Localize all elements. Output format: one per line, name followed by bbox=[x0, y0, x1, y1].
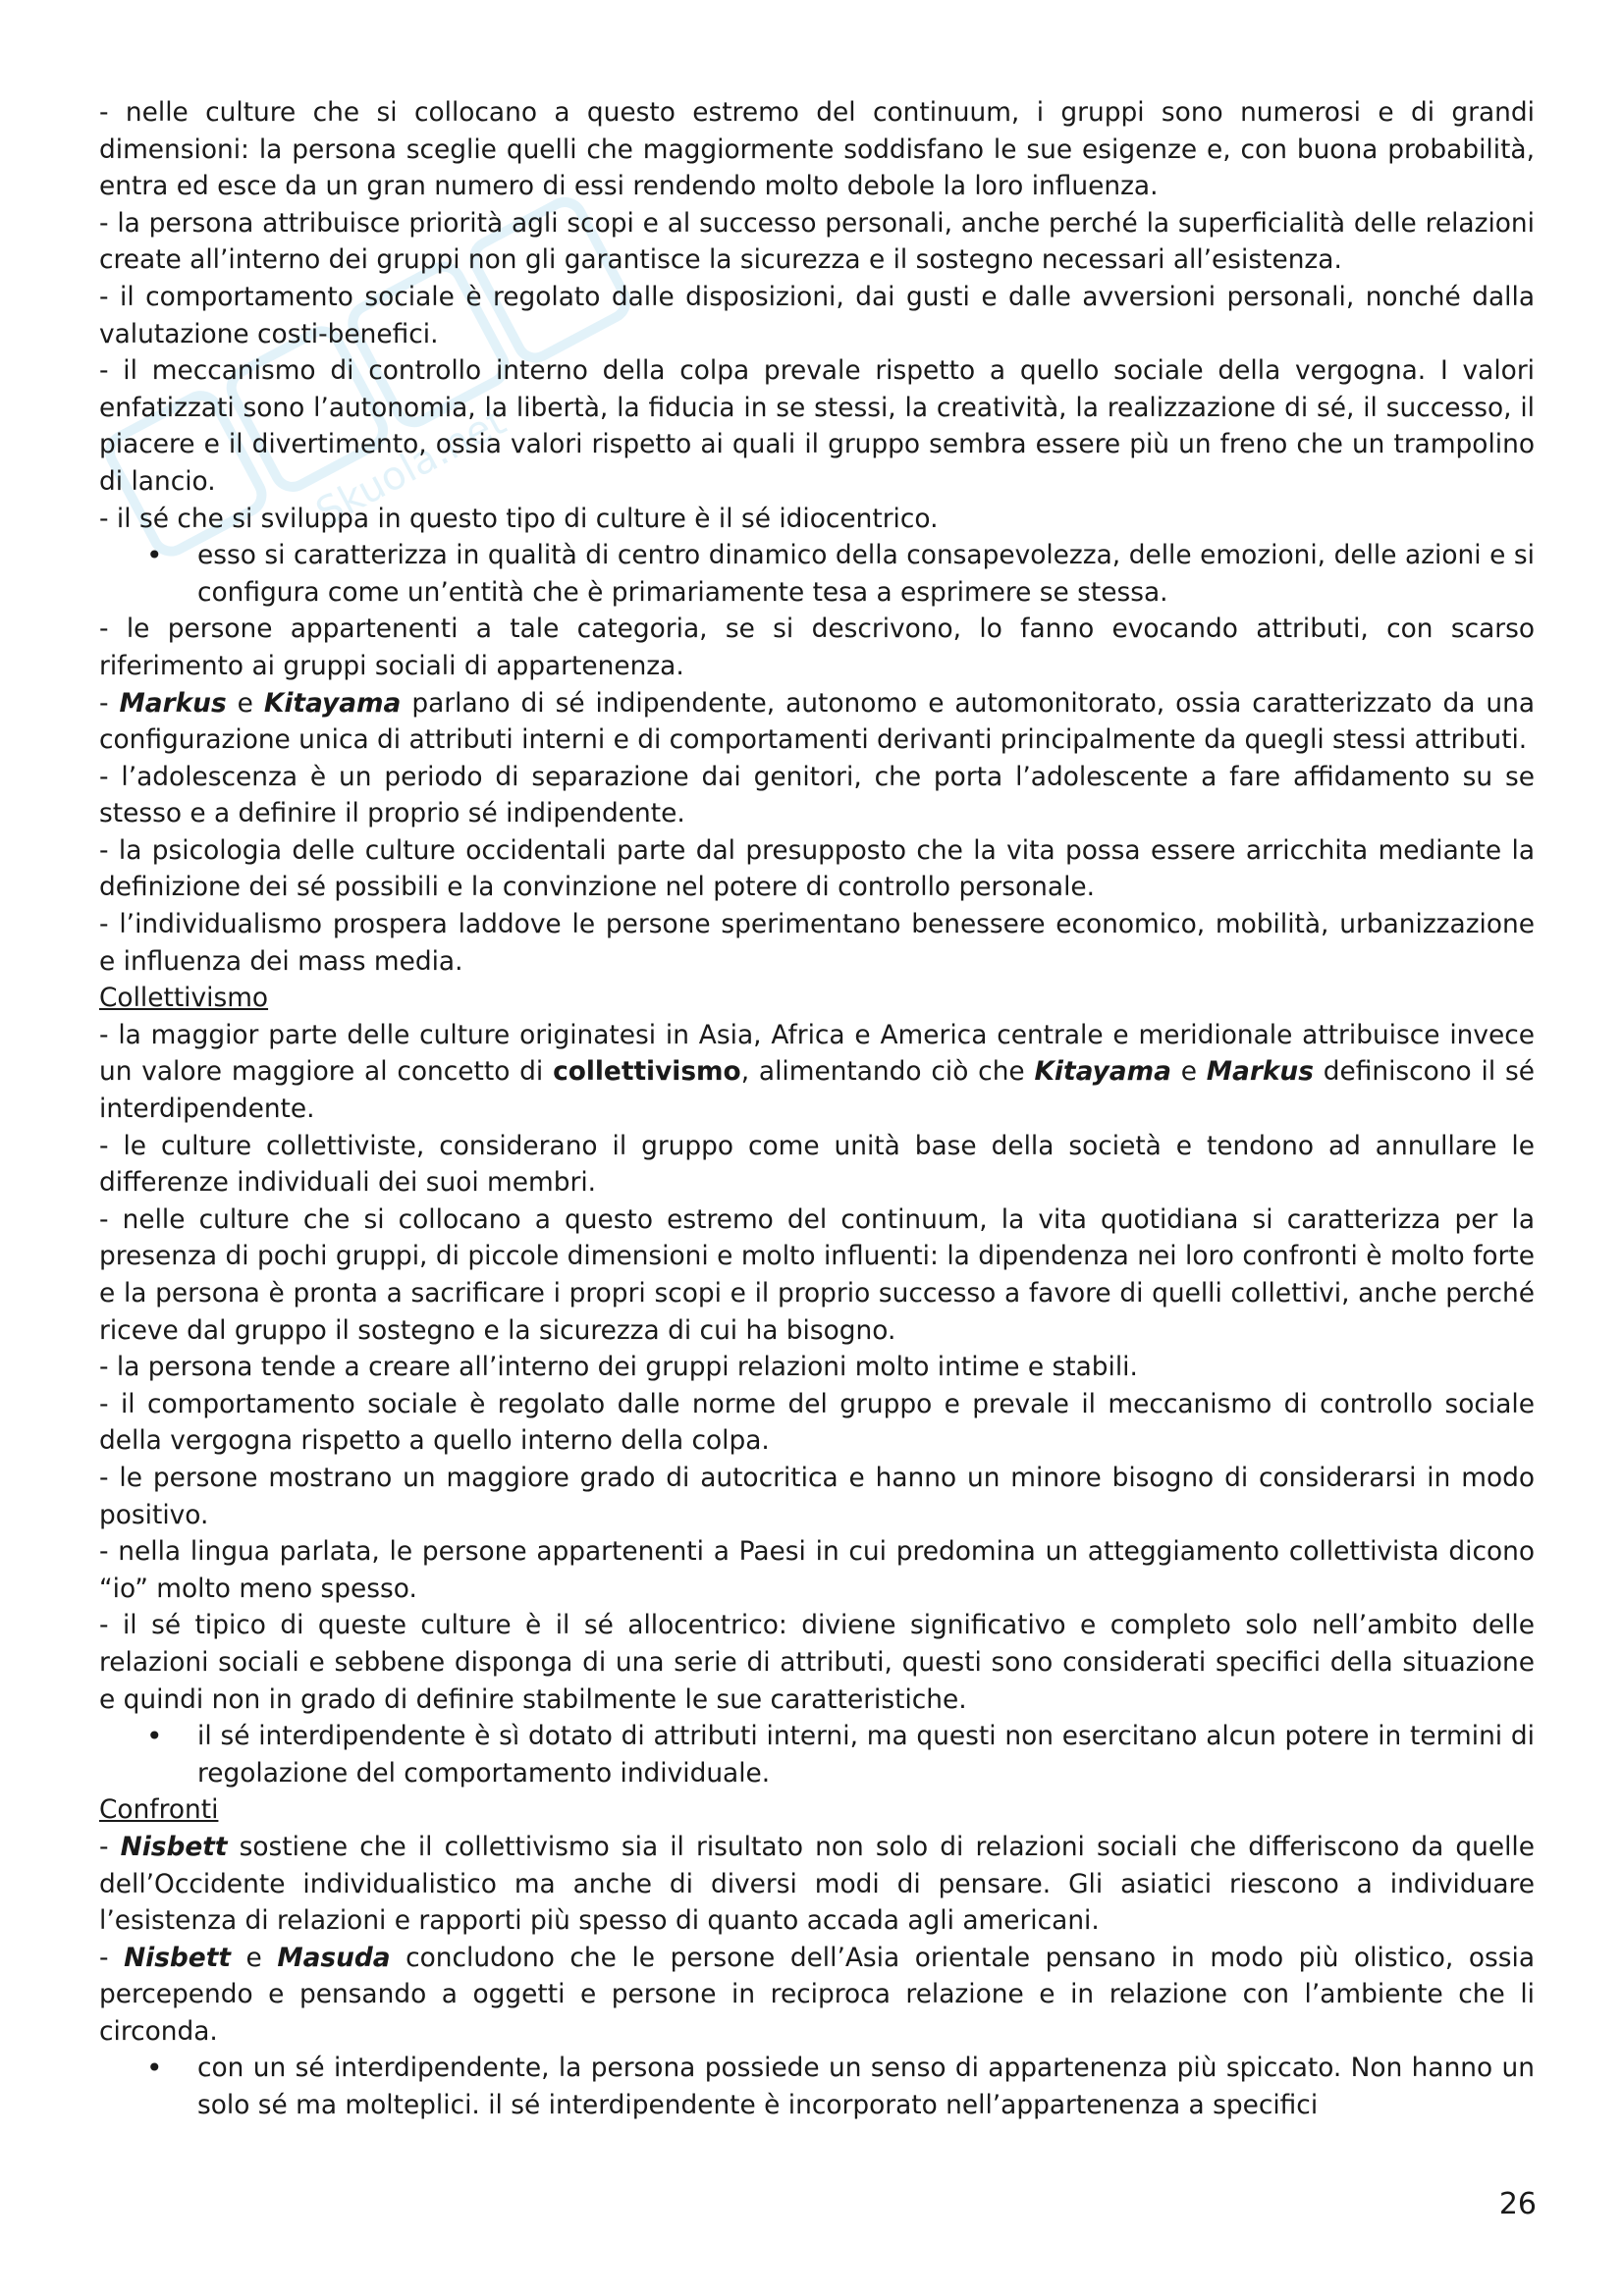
paragraph: - la psicologia delle culture occidentali parte dal presupposto che la vita possa essere arricchita mediante la definizione dei sé possibili e la convinzione nel potere di controllo personale. bbox=[99, 834, 1535, 903]
text-run: e bbox=[1170, 1056, 1207, 1088]
bullet-icon: • bbox=[146, 539, 163, 572]
paragraph: - l’individualismo prospera laddove le persone sperimentano benessere economico, mobilità, urbanizzazione e influenza dei mass media. bbox=[99, 909, 1535, 977]
paragraph: - le persone mostrano un maggiore grado di autocritica e hanno un minore bisogno di considerarsi in modo positivo. bbox=[99, 1462, 1535, 1530]
paragraph: - le persone appartenenti a tale categoria, se si descrivono, lo fanno evocando attributi, con scarso riferimento ai gruppi sociali di appartenenza. bbox=[99, 614, 1535, 681]
paragraph: - nella lingua parlata, le persone appartenenti a Paesi in cui predomina un atteggiamento collettivista dicono “io” molto meno spesso. bbox=[99, 1536, 1535, 1604]
author-name: Masuda bbox=[277, 1942, 391, 1973]
paragraph: - nelle culture che si collocano a questo estremo del continuum, i gruppi sono numerosi e di grandi dimensioni: la persona sceglie quelli che maggiormente soddisfano le sue esigenze e, con buona probabilità, entra ed esce da un gran numero di essi rendendo molto debole la loro influenza. bbox=[99, 97, 1535, 202]
text-run: concludono che le persone dell’Asia orientale pensano in modo più olistico, ossia percependo e pensando a oggetti e persone in reciproca relazione e in relazione con l’ambiente che li circonda. bbox=[99, 1942, 1535, 2047]
text-run: - la maggior parte delle culture originatesi in Asia, Africa e America centrale e meridionale attribuisce invece un valore maggiore al concetto di bbox=[99, 1019, 1535, 1088]
bullet-item bbox=[99, 2050, 1535, 2123]
text-run: - bbox=[99, 687, 120, 719]
key-term: collettivismo bbox=[553, 1056, 741, 1088]
author-name: Nisbett bbox=[124, 1942, 231, 1973]
paragraph bbox=[99, 685, 1535, 759]
author-name: Kitayama bbox=[1034, 1056, 1171, 1088]
text-run: - bbox=[99, 1942, 125, 1973]
bullet-item bbox=[99, 537, 1535, 611]
watermark-text: Skuola.net bbox=[308, 399, 514, 536]
bullet-icon: • bbox=[146, 2052, 163, 2085]
paragraph bbox=[99, 1940, 1535, 2051]
paragraph: - il meccanismo di controllo interno della colpa prevale rispetto a quello sociale della vergogna. I valori enfatizzati sono l’autonomia, la libertà, la fiducia in se stessi, la creatività, la realizzazione di sé, il successo, il piacere e il divertimento, ossia valori rispetto ai quali il gruppo sembra essere più un freno che un trampolino di lancio. bbox=[99, 355, 1535, 497]
text-run: e bbox=[226, 687, 264, 719]
paragraph: - la persona tende a creare all’interno dei gruppi relazioni molto intime e stabili. bbox=[99, 1352, 1138, 1383]
text-run: - bbox=[99, 1831, 121, 1862]
paragraph bbox=[99, 1829, 1535, 1940]
bullet-text: esso si caratterizza in qualità di centro dinamico della consapevolezza, delle emozioni, delle azioni e si configura come un’entità che è primariamente tesa a esprimere se stessa. bbox=[197, 540, 1535, 608]
text-run: definiscono il sé interdipendente. bbox=[99, 1056, 1535, 1125]
author-name: Markus bbox=[119, 687, 227, 719]
paragraph bbox=[99, 1017, 1535, 1128]
page-number: 26 bbox=[1498, 2187, 1537, 2221]
bullet-item bbox=[99, 1718, 1535, 1791]
paragraph: - il sé che si sviluppa in questo tipo di culture è il sé idiocentrico. bbox=[99, 503, 939, 534]
text-run: , alimentando ciò che bbox=[740, 1056, 1035, 1088]
bullet-text: con un sé interdipendente, la persona possiede un senso di appartenenza più spiccato. Non hanno un solo sé ma molteplici. il sé interdipendente è incorporato nell’appartenenza a specifici bbox=[197, 2053, 1535, 2121]
paragraph: - la persona attribuisce priorità agli scopi e al successo personali, anche perché la superficialità delle relazioni create all’interno dei gruppi non gli garantisce la sicurezza e il sostegno necessari all’esistenza. bbox=[99, 207, 1535, 276]
author-name: Kitayama bbox=[263, 687, 402, 719]
bullet-icon: • bbox=[146, 1720, 163, 1753]
author-name: Markus bbox=[1206, 1056, 1314, 1088]
text-run: sostiene che il collettivismo sia il risultato non solo di relazioni sociali che differiscono da quelle dell’Occidente individualistico ma anche di diversi modi di pensare. Gli asiatici riescono a individuare l’esistenza di relazioni e rapporti più spesso di quanto accada agli americani. bbox=[99, 1831, 1535, 1937]
text-run: e bbox=[230, 1942, 278, 1973]
paragraph: - nelle culture che si collocano a questo estremo del continuum, la vita quotidiana si caratterizza per la presenza di pochi gruppi, di piccole dimensioni e molto influenti: la dipendenza nei loro confronti è molto forte e la persona è pronta a sacrificare i propri scopi e il proprio successo a favore di quelli collettivi, anche perché riceve dal gruppo il sostegno e la sicurezza di cui ha bisogno. bbox=[99, 1203, 1535, 1346]
paragraph: - il comportamento sociale è regolato dalle disposizioni, dai gusti e dalle avversioni personali, nonché dalla valutazione costi-benefici. bbox=[99, 281, 1535, 349]
paragraph: - l’adolescenza è un periodo di separazione dai genitori, che porta l’adolescente a fare affidamento su se stesso e a definire il proprio sé indipendente. bbox=[99, 761, 1535, 829]
bullet-text: il sé interdipendente è sì dotato di attributi interni, ma questi non esercitano alcun potere in termini di regolazione del comportamento individuale. bbox=[197, 1721, 1535, 1789]
paragraph: - le culture collettiviste, considerano il gruppo come unità base della società e tendono ad annullare le differenze individuali dei suoi membri. bbox=[99, 1130, 1535, 1199]
text-run: parlano di sé indipendente, autonomo e automonitorato, ossia caratterizzato da una configurazione unica di attributi interni e di comportamenti derivanti principalmente da quegli stessi attributi. bbox=[99, 687, 1536, 756]
section-heading-collettivismo: Collettivismo bbox=[99, 983, 269, 1014]
author-name: Nisbett bbox=[120, 1831, 228, 1862]
section-heading-confronti: Confronti bbox=[99, 1794, 219, 1826]
paragraph: - il comportamento sociale è regolato dalle norme del gruppo e prevale il meccanismo di controllo sociale della vergogna rispetto a quello interno della colpa. bbox=[99, 1388, 1535, 1457]
document-body bbox=[99, 94, 1535, 2124]
paragraph: - il sé tipico di queste culture è il sé allocentrico: diviene significativo e completo solo nell’ambito delle relazioni sociali e sebbene disponga di una serie di attributi, questi sono considerati specifici della situazione e quindi non in grado di definire stabilmente le sue caratteristiche. bbox=[99, 1610, 1535, 1715]
